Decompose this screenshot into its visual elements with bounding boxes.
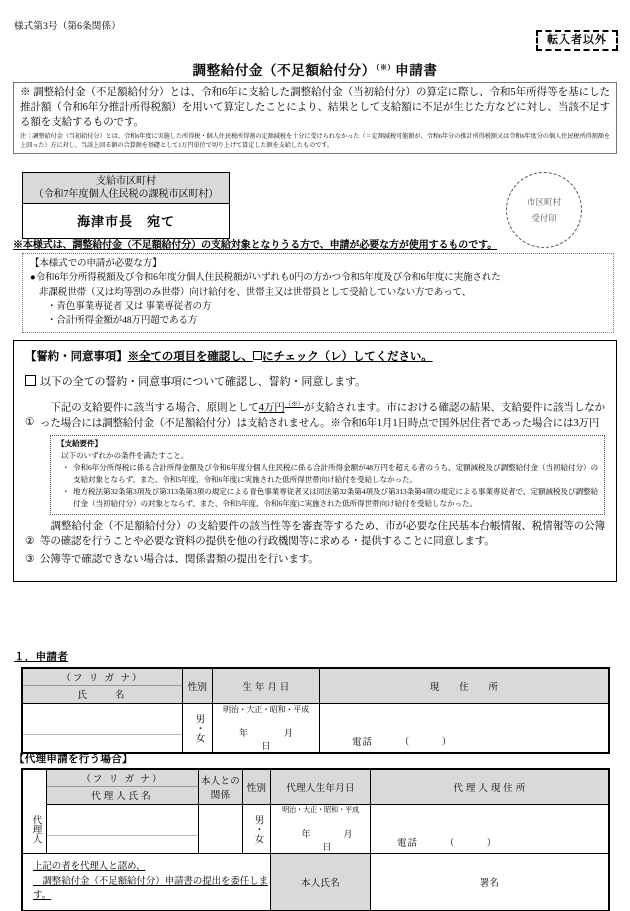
pledge-item-3-text: 公簿等で確認できない場合は、関係書類の提出を行います。 bbox=[40, 554, 319, 566]
eligibility-line-4: ・合計所得金額が48万円超である方 bbox=[47, 316, 198, 326]
proxy-self-name-label: 本人氏名 bbox=[271, 854, 371, 911]
applicant-gender-options[interactable]: 男・女 bbox=[193, 713, 204, 743]
applicant-category-tag: 転入者以外 bbox=[536, 30, 618, 51]
requirements-bullet-1-text: 令和6年分所得税に係る合計所得金額及び令和6年度分個人住民税に係る合計所得金額が48万円を超える者のうち、定額減税及び調整給付金（当初給付分）の支給対象とならず、また、令和5年度、令和6年度に実施された低所得世帯向け給付を受給しなかった。 bbox=[73, 463, 598, 484]
proxy-relation-label-line2: 関係 bbox=[210, 791, 231, 801]
section-proxy-label: 【代理申請を行う場合】 bbox=[14, 754, 133, 765]
receipt-stamp-line1: 市区町村 bbox=[526, 196, 561, 207]
applicant-name-label: 氏 名 bbox=[77, 691, 128, 701]
proxy-gender-input-cell[interactable] bbox=[243, 805, 271, 854]
proxy-signature-label: 署名 bbox=[479, 879, 500, 890]
municipality-name: 海津市長 宛て bbox=[76, 214, 175, 230]
page-title bbox=[0, 59, 630, 79]
bullet-icon: ・ bbox=[62, 487, 70, 497]
proxy-furigana-label: （フ リ ガ ナ） bbox=[47, 770, 198, 787]
proxy-row-label: 代理人 bbox=[30, 814, 41, 843]
applicant-name-input-cell[interactable] bbox=[23, 704, 183, 753]
proxy-relation-input-cell[interactable] bbox=[199, 805, 243, 854]
explanation-box bbox=[13, 82, 617, 154]
applicant-era-options[interactable]: 明治・大正・昭和・平成 bbox=[223, 705, 309, 714]
pledge-item-1 bbox=[25, 400, 605, 515]
explanation-main-body: ※ 調整給付金（不足額給付分）とは、令和6年に支給した調整給付金（当初給付分）の算定に際し、令和5年所得等を基にした推計額（令和6年分推計所得税額）を用いて算定したことにより、結果として支給額に不足が生じた方などに対し、当該不足する額を支給するものです。 bbox=[20, 87, 610, 128]
municipality-header-line2: （令和7年度個人住民税の課税市区町村） bbox=[33, 189, 219, 201]
eligibility-line-1: ●令和6年分所得税額及び令和6年度分個人住民税額がいずれも0円の方かつ令和5年度及び令和6年度に実施された bbox=[30, 273, 501, 284]
applicant-furigana-label: （フ リ ガ ナ） bbox=[23, 669, 182, 686]
municipality-box bbox=[22, 172, 230, 239]
table-commit-row bbox=[23, 854, 609, 911]
explanation-main-text bbox=[20, 86, 610, 131]
proxy-address-label: 代 理 人 現 住 所 bbox=[371, 770, 609, 805]
municipality-header bbox=[23, 173, 229, 204]
form-number: 様式第3号（第6条関係） bbox=[14, 22, 121, 32]
proxy-name-label: 代理人氏名 bbox=[91, 792, 154, 802]
pledge-item-1-amount: 4万円 bbox=[258, 402, 285, 414]
explanation-note-text: 注：調整給付金（当初給付分）とは、令和6年度に実施した所得税・個人住民税所得割の定額減税を十分に受けられなかった（＝定額減税可能額が、令和6年分の推計所得税額又は令和6年度分の個人住民税所得割額を上回った）方に対し、当該上回る額の合算額を基礎として1万円単位で切り上げて算定した額を支給したものです。 bbox=[20, 132, 610, 149]
applicant-name-header bbox=[23, 669, 182, 703]
municipality-header-line1: 支給市区町村 bbox=[96, 176, 156, 187]
pledge-consent-box bbox=[13, 340, 617, 582]
usage-remark: ※本様式は、調整給付金（不足額給付分）の支給対象となりうる方で、申請が必要な方が使用するものです。 bbox=[13, 240, 498, 251]
proxy-name-header-cell bbox=[47, 770, 199, 805]
proxy-commit-text-cell bbox=[23, 854, 271, 911]
proxy-address-input-cell[interactable] bbox=[371, 805, 609, 854]
proxy-name-input-cell[interactable] bbox=[47, 805, 199, 854]
applicant-name-input[interactable] bbox=[23, 721, 182, 735]
pledge-item-2-text: 調整給付金（不足額給付分）の支給要件の該当性等を審査等するため、市が必要な住民基本台帳情報、税情報等の公簿等の確認を行うことや必要な資料の提供を他の行政機関等に求める・提供することに同意します。 bbox=[40, 520, 605, 547]
pledge-heading-rest-b: にチェック（レ）してください。 bbox=[262, 351, 433, 363]
applicant-name-header-cell bbox=[23, 669, 183, 704]
eligibility-title: 【本様式での申請が必要な方】 bbox=[30, 259, 162, 269]
pledge-heading-prefix: 【誓約・同意事項】 bbox=[25, 351, 128, 363]
proxy-relation-label-line1: 本人との bbox=[200, 777, 241, 787]
applicant-ymd-labels: 年 月 日 bbox=[238, 728, 330, 751]
proxy-rowlabel-top-cell bbox=[23, 770, 47, 805]
applicant-gender-input-cell[interactable] bbox=[183, 704, 213, 753]
requirements-bullet-1 bbox=[57, 462, 598, 485]
pledge-item-1-amount-note: （※） bbox=[284, 401, 304, 408]
proxy-signature-cell[interactable] bbox=[371, 854, 609, 911]
proxy-birthdate-input-cell[interactable] bbox=[271, 805, 386, 854]
eligibility-box bbox=[22, 253, 614, 333]
table-input-row bbox=[23, 704, 609, 753]
pledge-item-1-text-b: が支給されます。市における確認の結果、支給要件に該当しなかった場合には調整給付金（不足額給付分）は支給されません。※令和6年1月1日時点で国外居住者であった場合には3万円 bbox=[40, 402, 605, 429]
bullet-icon: ・ bbox=[62, 463, 70, 473]
proxy-gender-label: 性別 bbox=[243, 770, 271, 805]
page-title-superscript: （※） bbox=[375, 63, 396, 72]
proxy-name-header bbox=[47, 770, 198, 804]
pledge-item-3-number: ③ bbox=[25, 554, 35, 566]
pledge-heading bbox=[25, 348, 605, 364]
pledge-item-2 bbox=[25, 519, 605, 550]
applicant-birthdate-input-cell[interactable] bbox=[213, 704, 330, 753]
pledge-agree-row[interactable] bbox=[25, 373, 605, 389]
receipt-stamp-line2: 受付印 bbox=[531, 213, 557, 223]
pledge-item-2-number: ② bbox=[25, 535, 35, 547]
applicant-furigana-rule[interactable] bbox=[23, 721, 182, 735]
requirements-box bbox=[50, 435, 605, 514]
proxy-birthdate-label: 代理人生年月日 bbox=[271, 770, 371, 805]
requirements-lead: 以下のいずれかの条件を満たすこと。 bbox=[61, 450, 189, 460]
proxy-era-options[interactable]: 明治・大正・昭和・平成 bbox=[282, 806, 359, 814]
proxy-relation-label-cell bbox=[199, 770, 243, 805]
proxy-gender-options[interactable]: 男・女 bbox=[252, 814, 263, 844]
requirements-bullet-2 bbox=[57, 486, 598, 509]
proxy-ymd-labels: 年 月 日 bbox=[301, 829, 386, 852]
eligibility-line-3: ・青色事業専従者 又は 事業専従者の方 bbox=[47, 301, 212, 312]
section-applicant-label: １．申請者 bbox=[14, 652, 68, 663]
page-title-tail: 申請書 bbox=[395, 63, 438, 78]
proxy-table bbox=[22, 769, 609, 911]
proxy-row-label-cell bbox=[23, 805, 47, 854]
table-input-row bbox=[23, 805, 609, 854]
proxy-commit-text bbox=[23, 854, 270, 910]
proxy-commit-line1: 上記の者を代理人と認め、 bbox=[33, 862, 146, 872]
applicant-birthdate-label: 生 年 月 日 bbox=[213, 669, 320, 704]
proxy-tel-field[interactable]: 電話 （ ） bbox=[397, 839, 498, 849]
applicant-table bbox=[22, 668, 609, 753]
proxy-commit-line2: 調整給付金（不足額給付分）申請書の提出を委任します。 bbox=[33, 876, 269, 902]
checkbox-icon bbox=[253, 351, 262, 360]
applicant-address-input-cell[interactable] bbox=[320, 704, 609, 753]
pledge-item-3 bbox=[25, 552, 605, 567]
applicant-address-label: 現 住 所 bbox=[320, 669, 609, 704]
requirements-bullet-2-text: 地方税法第32条第3項及び第313条第3項の規定による青色事業専従者又は同法第32条第4項及び第313条第4項の規定による事業専従者で、定額減税及び調整給付金（当初給付分）の対象とならず、また、令和5年度、令和6年度に実施された低所得世帯向け給付を受給しなかった。 bbox=[73, 487, 598, 508]
pledge-heading-rest-a: ※全ての項目を確認し、 bbox=[127, 351, 254, 363]
eligibility-line-2: 非課税世帯（又は均等割のみ世帯）向け給付を、世帯主又は世帯員として受給していない方であって、 bbox=[39, 287, 472, 298]
applicant-gender-label: 性別 bbox=[183, 669, 213, 704]
pledge-item-1-text-a: 下記の支給要件に該当する場合、原則として bbox=[40, 402, 259, 414]
requirements-title: 【支給要件】 bbox=[57, 439, 102, 449]
table-header-row bbox=[23, 770, 609, 805]
proxy-furigana-rule[interactable] bbox=[47, 822, 198, 836]
page-title-main: 調整給付金（不足額給付分） bbox=[192, 63, 376, 78]
pledge-item-1-number: ① bbox=[25, 417, 35, 428]
proxy-name-input[interactable] bbox=[47, 822, 198, 836]
applicant-tel-field[interactable]: 電話 （ ） bbox=[352, 738, 453, 748]
table-header-row bbox=[23, 669, 609, 704]
pledge-agree-label: 以下の全ての誓約・同意事項について確認し、誓約・同意します。 bbox=[40, 376, 366, 388]
receipt-stamp-area bbox=[506, 172, 582, 248]
pledge-agree-checkbox[interactable] bbox=[25, 375, 36, 386]
